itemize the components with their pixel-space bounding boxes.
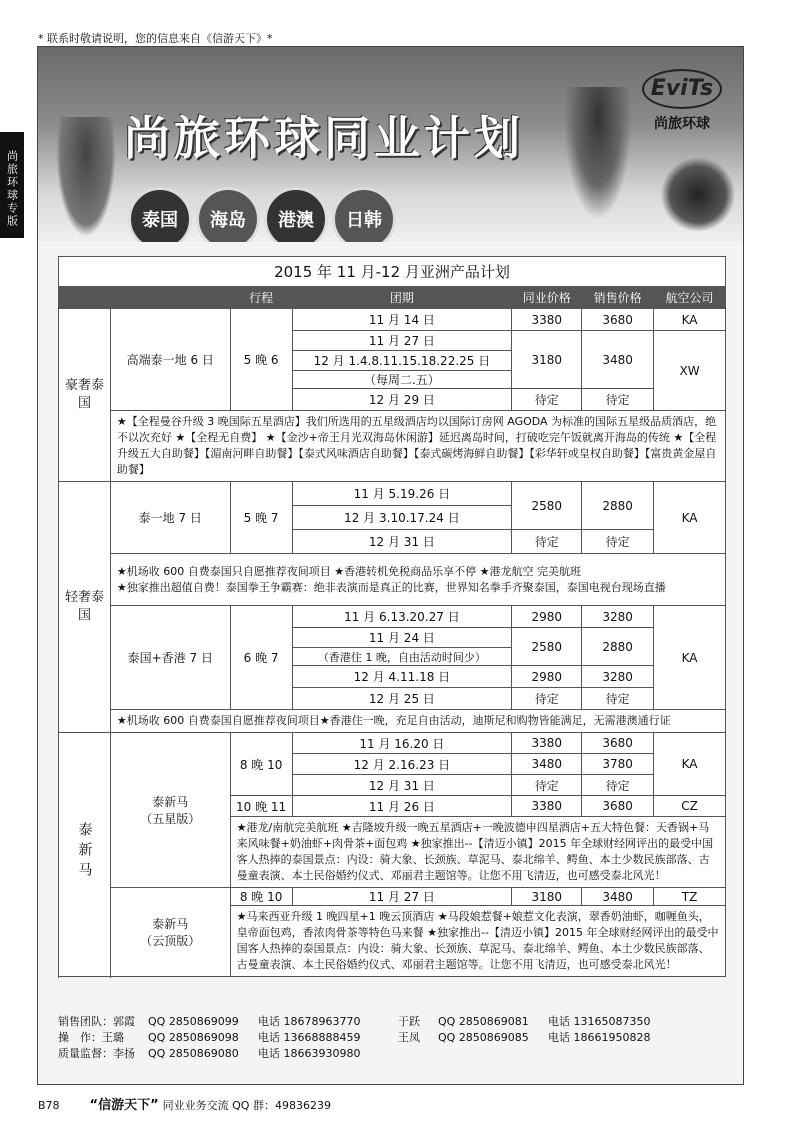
contact-phone: 电话 18678963770 <box>258 1015 361 1028</box>
product-description: ★机场收 600 自费泰国只自愿推荐夜间项目 ★香港转机免税商品乐享不停 ★港龙航空 完美航班 ★独家推出超值自费！泰国拳王争霸赛：绝非表演而是真正的比赛，世界知名拳手齐聚泰国，泰国电视台现场直播 <box>110 554 725 606</box>
trip-length: 10 晚 11 <box>230 796 292 817</box>
product-name: 泰一地 7 日 <box>110 482 230 554</box>
contact-phone: 电话 18661950828 <box>548 1031 651 1044</box>
product-description: ★【全程曼谷升级 3 晚国际五星酒店】我们所选用的五星级酒店均以国际订房网 AGODA 为标准的国际五星级品质酒店，绝不以次充好 ★【全程无自费】 ★【金沙+帝王月光双海岛休闲游】延迟离岛时间，打破吃完午饭就离开海岛的传统 ★【全程升级五大自助餐】【湄南河畔自助餐】【泰式风味酒店自助餐】【泰式碳烤海鲜自助餐】【彩华轩或皇权自助餐】【富贵黄金屋自助餐】 <box>110 411 725 482</box>
destination-circles <box>128 187 396 242</box>
trade-price: 待定 <box>512 775 582 796</box>
sale-price: 3680 <box>582 796 654 817</box>
trade-price: 3380 <box>512 733 582 754</box>
contact-row <box>58 1014 726 1030</box>
tour-date: 11 月 27 日 <box>292 888 512 906</box>
banner <box>38 47 743 242</box>
sale-price: 3680 <box>582 733 654 754</box>
circle-hk-macau: 港澳 <box>264 187 328 242</box>
trade-price: 3180 <box>512 888 582 906</box>
tour-date: 12 月 2.16.23 日 <box>292 754 512 775</box>
table-caption: 2015 年 11 月-12 月亚洲产品计划 <box>59 257 726 287</box>
product-table <box>58 256 726 977</box>
sale-price: 3480 <box>582 331 654 389</box>
sale-price: 2880 <box>582 628 654 666</box>
ad-frame <box>37 46 744 1085</box>
contact-name: 王凤 <box>398 1031 420 1044</box>
trade-price: 2580 <box>512 482 582 530</box>
contact-row <box>58 1046 726 1062</box>
header-cat <box>59 287 111 309</box>
sale-price: 待定 <box>582 688 654 710</box>
header-airline: 航空公司 <box>654 287 726 309</box>
tour-date-note: （每周二.五） <box>292 371 512 389</box>
trade-price: 3380 <box>512 309 582 331</box>
tour-date: 12 月 3.10.17.24 日 <box>292 506 512 530</box>
trade-price: 3380 <box>512 796 582 817</box>
contact-note: * 联系时敬请说明，您的信息来自《信游天下》* <box>38 32 273 45</box>
sale-price: 3280 <box>582 606 654 628</box>
airline: CZ <box>654 796 726 817</box>
tour-date: 11 月 24 日 <box>292 628 512 648</box>
side-tab: 尚旅环球专版 <box>0 132 24 238</box>
tour-date: 12 月 25 日 <box>292 688 512 710</box>
airline: KA <box>654 482 726 554</box>
airline: KA <box>654 606 726 710</box>
tour-date: 12 月 4.11.18 日 <box>292 666 512 688</box>
trip-length: 5 晚 7 <box>230 482 292 554</box>
circle-island: 海岛 <box>196 187 260 242</box>
trip-length: 8 晚 10 <box>230 733 292 796</box>
product-name: 泰新马 （五星版） <box>110 733 230 888</box>
contact-name: 销售团队：郭霞 <box>58 1015 135 1028</box>
tour-date: 12 月 1.4.8.11.15.18.22.25 日 <box>292 351 512 371</box>
category-thai-sing-malay: 泰新马 <box>59 733 111 977</box>
page-number: B78 <box>38 1099 60 1112</box>
sale-price: 3480 <box>582 888 654 906</box>
tour-date: 11 月 27 日 <box>292 331 512 351</box>
tour-date: 11 月 16.20 日 <box>292 733 512 754</box>
mickey-mouse-image <box>658 147 738 242</box>
contact-phone: 电话 13165087350 <box>548 1015 651 1028</box>
tour-date: 11 月 5.19.26 日 <box>292 482 512 506</box>
sale-price: 3780 <box>582 754 654 775</box>
contact-qq: QQ 2850869081 <box>438 1015 529 1028</box>
tour-date: 11 月 6.13.20.27 日 <box>292 606 512 628</box>
sale-price: 待定 <box>582 775 654 796</box>
trade-price: 待定 <box>512 389 582 411</box>
trade-price: 2580 <box>512 628 582 666</box>
trip-length: 8 晚 10 <box>230 888 292 906</box>
trade-price: 3480 <box>512 754 582 775</box>
contact-phone: 电话 18663930980 <box>258 1047 361 1060</box>
trade-price: 待定 <box>512 530 582 554</box>
contact-row <box>58 1030 726 1046</box>
header-trip: 行程 <box>230 287 292 309</box>
contact-name: 操 作：王璐 <box>58 1031 124 1044</box>
trade-price: 待定 <box>512 688 582 710</box>
contact-name: 于跃 <box>398 1015 420 1028</box>
airline: KA <box>654 733 726 796</box>
sale-price: 待定 <box>582 389 654 411</box>
trade-price: 3180 <box>512 331 582 389</box>
palm-tree-image <box>558 87 638 237</box>
logo-mark: EviTs <box>642 69 722 109</box>
contact-phone: 电话 13668888459 <box>258 1031 361 1044</box>
product-description: ★港龙/南航完美航班 ★吉隆坡升级一晚五星酒店+一晚波德申四星酒店+五大特色餐：天香锅+马来风味餐+奶油虾+肉骨茶+面包鸡 ★独家推出--【清迈小镇】2015 年全球财经网评出的最受中国客人热捧的泰国景点：内设：骑大象、长颈族、草泥马、泰北绵羊、鳄鱼、本土少数民族部落、古曼童表演、本土民俗婚约仪式、邓丽君主题馆等。让您不用飞清迈，也可感受泰北风光！ <box>230 817 725 888</box>
footer <box>38 1094 331 1113</box>
logo-name: 尚旅环球 <box>654 116 710 132</box>
airline: KA <box>654 309 726 331</box>
header-dates: 团期 <box>292 287 512 309</box>
sale-price: 待定 <box>582 530 654 554</box>
header-sale-price: 销售价格 <box>582 287 654 309</box>
trade-price: 2980 <box>512 666 582 688</box>
trip-length: 6 晚 7 <box>230 606 292 710</box>
header-product <box>110 287 230 309</box>
tour-date: 11 月 26 日 <box>292 796 512 817</box>
thai-statue-image <box>56 117 116 237</box>
product-name: 泰国+香港 7 日 <box>110 606 230 710</box>
tour-date: 11 月 14 日 <box>292 309 512 331</box>
circle-thailand: 泰国 <box>128 187 192 242</box>
contact-qq: QQ 2850869080 <box>148 1047 239 1060</box>
circle-japan-korea: 日韩 <box>332 187 396 242</box>
product-description: ★机场收 600 自费泰国自愿推荐夜间项目★香港住一晚，充足自由活动，迪斯尼和购物皆能满足，无需港澳通行证 <box>110 710 725 733</box>
contact-name: 质量监督：李扬 <box>58 1047 135 1060</box>
brand-logo <box>638 69 726 139</box>
qq-group: 同业业务交流 QQ 群：49836239 <box>162 1099 331 1112</box>
product-name: 高端泰一地 6 日 <box>110 309 230 411</box>
category-luxury-thailand: 豪奢泰国 <box>59 309 111 482</box>
contact-qq: QQ 2850869085 <box>438 1031 529 1044</box>
sale-price: 3680 <box>582 309 654 331</box>
sale-price: 3280 <box>582 666 654 688</box>
airline: TZ <box>654 888 726 906</box>
contact-list <box>58 1014 726 1062</box>
banner-title: 尚旅环球同业计划 <box>124 111 524 165</box>
sale-price: 2880 <box>582 482 654 530</box>
product-description: ★马来西亚升级 1 晚四星+1 晚云顶酒店 ★马段娘惹餐+娘惹文化表演，翠香奶油虾，咖喱鱼头，皇帝面包鸡，香浓肉骨茶等特色马来餐 ★独家推出--【清迈小镇】2015 年全球财经网评出的最受中国客人热捧的泰国景点：内设：骑大象、长颈族、草泥马、泰北绵羊、鳄鱼、本土少数民族部落、古曼童表演、本土民俗婚约仪式、邓丽君主题馆等。让您不用飞清迈，也可感受泰北风光！ <box>230 906 725 977</box>
header-trade-price: 同业价格 <box>512 287 582 309</box>
contact-qq: QQ 2850869099 <box>148 1015 239 1028</box>
product-name: 泰新马 （云顶版） <box>110 888 230 977</box>
airline: XW <box>654 331 726 411</box>
tour-date: 12 月 31 日 <box>292 775 512 796</box>
trip-length: 5 晚 6 <box>230 309 292 411</box>
trade-price: 2980 <box>512 606 582 628</box>
tour-date-note: （香港住 1 晚，自由活动时间少） <box>292 648 512 666</box>
contact-qq: QQ 2850869098 <box>148 1031 239 1044</box>
tour-date: 12 月 31 日 <box>292 530 512 554</box>
category-light-luxury-thailand: 轻奢泰国 <box>59 482 111 733</box>
tour-date: 12 月 29 日 <box>292 389 512 411</box>
publication-name: “信游天下” <box>89 1098 159 1113</box>
